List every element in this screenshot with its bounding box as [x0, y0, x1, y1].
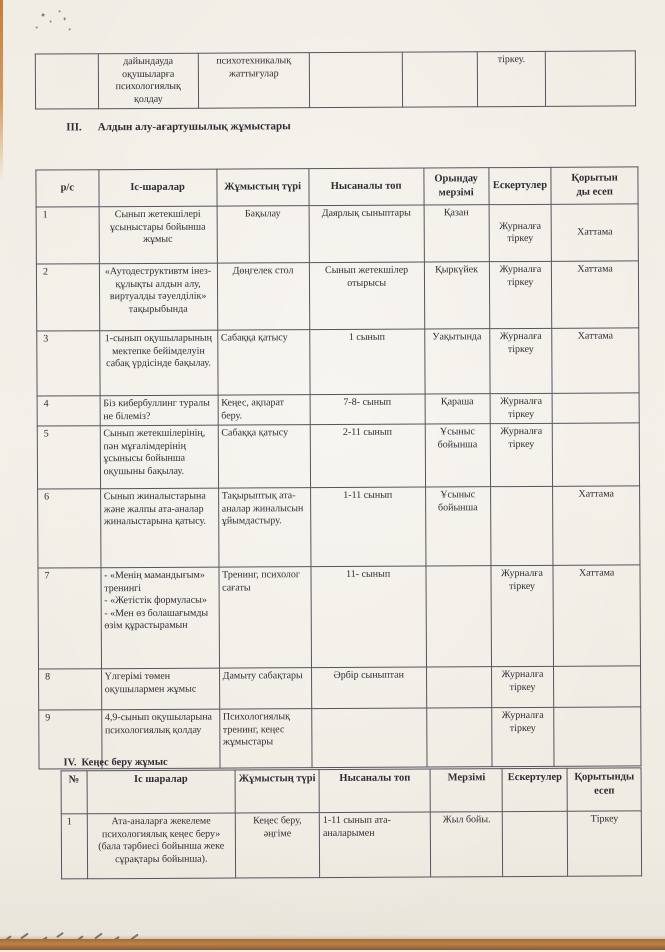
table-cell — [554, 666, 641, 707]
header-cell: р/с — [36, 170, 99, 207]
table-cell: 2-11 сынып — [310, 424, 425, 488]
section-iii-heading — [66, 120, 291, 133]
section-iv-heading — [63, 757, 167, 769]
table-cell: тіркеу. — [477, 51, 545, 106]
table-row — [38, 565, 641, 669]
header-cell: Нысаналы топ — [309, 168, 424, 206]
table-cell: Хаттама — [553, 565, 640, 666]
table-cell: 7-8- сынып — [310, 394, 425, 425]
table-cell: Сынып жиналыстарына және жалпы ата-аналар жиналыстарына қатысу. — [100, 488, 218, 568]
table-row — [37, 423, 639, 489]
table-cell: Психологиялық тренинг, кеңес жұмыстары — [219, 709, 311, 768]
table-cell: 1-11 сынып — [310, 487, 425, 567]
table-cell: Дамыту сабақтары — [219, 668, 311, 709]
pen-mark — [36, 27, 38, 29]
table-cell: 8 — [39, 669, 102, 710]
table-cell: 7 — [38, 568, 101, 669]
table-cell: Журналға тіркеу — [490, 393, 553, 423]
table-cell: Тренинг, психолог сағаты — [219, 567, 312, 668]
table-cell: Ұсыныс бойынша — [425, 424, 490, 487]
table-cell: дайындауда оқушыларға психологиялық қолдау — [98, 53, 198, 109]
table-cell: психотехникалық жаттығулар — [198, 53, 310, 109]
table-cell: Хаттама — [552, 261, 639, 328]
table-cell — [552, 423, 639, 486]
table-cell — [554, 707, 641, 766]
table-cell — [309, 52, 402, 107]
table-cell: 1 — [36, 207, 99, 264]
header-cell: Жұмыстың түрі — [216, 169, 308, 206]
table-cell: Журналға тіркеу — [490, 423, 553, 486]
table-cell: Журналға тіркеу — [491, 666, 554, 707]
header-cell: Іс шаралар — [87, 770, 236, 814]
table-cell: Сынып жетекшілер отырысы — [309, 262, 424, 330]
scanner-band — [0, 939, 665, 950]
pen-mark — [64, 17, 66, 20]
table-cell: Даярлық сыныптары — [309, 205, 424, 263]
table-cell: 1-11 сынып ата-аналарымен — [319, 812, 431, 878]
table-cell: «Аутодеструктивтм інез-құлықты алдын алу, виртуалды тәуелділік» тақырыбында — [99, 263, 217, 331]
table-cell — [35, 54, 98, 109]
table-cell — [545, 51, 635, 106]
table-cell: Қыркүйек — [424, 262, 489, 329]
table-cell — [426, 708, 491, 767]
table-cell: 1 сынып — [309, 329, 424, 395]
table-cell: 9 — [39, 710, 102, 769]
table-cell: 1 — [61, 814, 87, 879]
table-cell: Сынып жетекшілері ұсыныстары бойынша жұмыс — [99, 206, 217, 264]
table-cell: Тақырыптық ата-аналар жиналысын ұйымдастыру. — [218, 488, 311, 567]
section-iii-title: Алдын алу-ағартушылық жұмыстары — [97, 120, 291, 134]
table-cell — [311, 708, 426, 768]
table-cell — [426, 667, 491, 708]
table-cell: 2 — [36, 264, 99, 331]
scanner-edge-strip — [0, 0, 3, 182]
table-cell: 5 — [37, 426, 100, 489]
section-iv-number: IV. — [63, 757, 77, 769]
table-cell: Қараша — [425, 394, 490, 424]
table-row — [37, 328, 639, 396]
table-row — [35, 51, 635, 109]
header-row — [36, 167, 638, 207]
header-cell: Ескертулер — [489, 167, 552, 204]
table-cell: Тіркеу — [568, 811, 642, 876]
table-cell: Журналға тіркеу — [489, 261, 552, 328]
table-cell: 4,9-сынып оқушыларына психологиялық қолдау — [101, 709, 219, 769]
table-cell — [426, 566, 492, 667]
header-cell: Қорытын ды есеп — [551, 167, 638, 204]
table-cell: Сабаққа қатысу — [218, 425, 310, 488]
table-cell: Үлгерімі төмен оқушылармен жұмыс — [101, 668, 219, 710]
header-cell: Ескертулер — [502, 768, 567, 811]
table-cell: Журналға тіркеу — [489, 204, 552, 261]
table-cell — [490, 486, 553, 565]
header-row — [61, 768, 641, 814]
table-cell: 3 — [37, 331, 100, 396]
table-cell: 6 — [38, 489, 101, 568]
header-cell: Қорытынды есеп — [567, 768, 641, 811]
table-cell: Бақылау — [217, 206, 309, 263]
header-cell: Іс-шаралар — [98, 169, 216, 207]
table-cell: Хаттама — [552, 328, 639, 393]
header-cell: № — [61, 771, 87, 814]
table-row — [39, 666, 641, 710]
table-cell: Ұсыныс бойынша — [425, 487, 490, 566]
header-cell: Нысаналы топ — [319, 769, 431, 813]
header-cell: Жұмыстың түрі — [235, 770, 319, 813]
table-cell: Ата-аналарға жекелеме психологиялық кеңес беру» (бала тәрбиесі бойынша жеке сұрақтары бойынша). — [87, 813, 236, 879]
table-cell: Сынып жетекшілерінің, пән мұғалімдерінің ұсынысы бойынша оқушыны бақылау. — [100, 425, 218, 489]
table-cell: Дөңгелек стол — [217, 263, 309, 330]
table-cell: Хаттама — [553, 486, 640, 565]
table-row — [36, 204, 638, 264]
table-cell: Хаттама — [551, 204, 638, 261]
table-cell: Журналға тіркеу — [489, 328, 552, 393]
header-cell: Мерзімі — [430, 769, 502, 812]
prevention-work-table — [35, 166, 641, 769]
table-cell: Сабаққа қатысу — [217, 330, 309, 395]
table-cell: Қазан — [424, 205, 489, 262]
table-cell: Кеңес, ақпарат беру. — [218, 395, 310, 425]
header-cell: Орындау мерзімі — [424, 168, 489, 205]
table-row — [37, 393, 639, 426]
table-cell: Біз кибербуллинг туралы не білеміз? — [100, 395, 218, 426]
section-iii-number: III. — [66, 121, 82, 134]
table-cell — [552, 393, 639, 423]
table-cell: - «Менің мамандығым» тренингі - «Жетістік формуласы» - «Мен өз болашағымды өзім құрастырамын — [101, 567, 220, 669]
table-cell: Кеңес беру, әңгіме — [235, 813, 319, 878]
table-cell: 11- сынып — [311, 566, 426, 668]
table-row — [38, 486, 640, 568]
table-cell — [503, 811, 568, 876]
table-cell: Әрбір сыныптан — [311, 667, 426, 709]
pen-mark — [42, 14, 45, 17]
section-iv-title: Кеңес беру жұмыс — [81, 756, 168, 769]
pen-mark — [50, 20, 52, 22]
table-cell: Уақытында — [424, 329, 489, 394]
table-cell: Жыл бойы. — [431, 812, 503, 877]
table-row — [36, 261, 638, 331]
table-row — [61, 811, 641, 879]
pen-mark — [59, 10, 61, 12]
table-cell: 1-сынып оқушыларының мектепке бейімделуін сабақ үрдісінде бақылау. — [99, 330, 217, 396]
continuation-table — [35, 50, 636, 109]
table-cell: Журналға тіркеу — [491, 707, 554, 766]
table-cell: 4 — [37, 396, 100, 426]
table-cell: Журналға тіркеу — [491, 565, 554, 666]
pen-mark — [69, 28, 71, 30]
consulting-work-table — [61, 767, 643, 879]
table-cell — [402, 52, 477, 107]
